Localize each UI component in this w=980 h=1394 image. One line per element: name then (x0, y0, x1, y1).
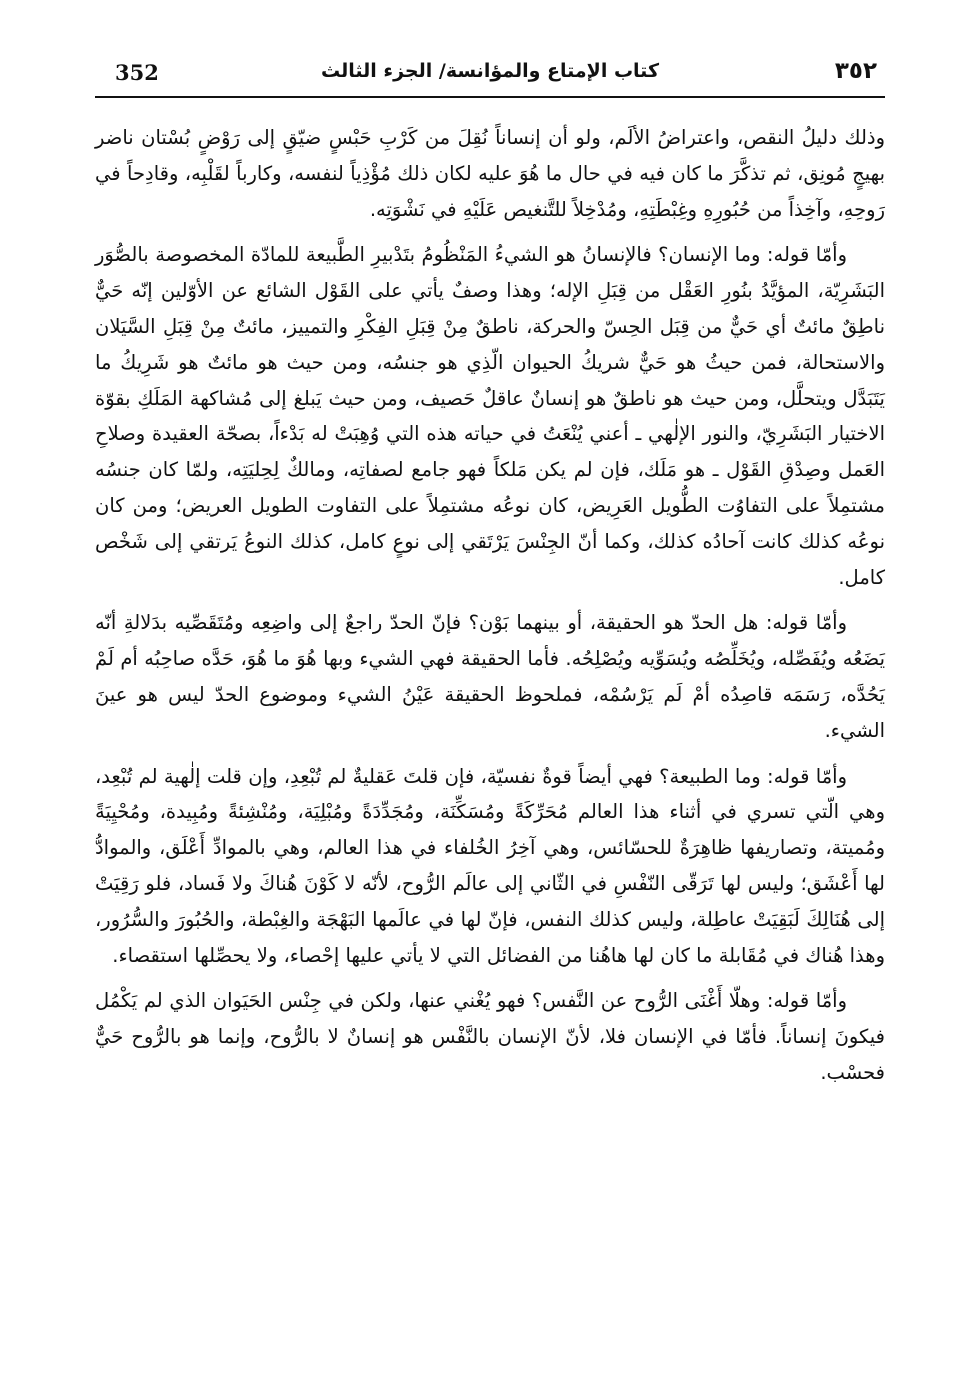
paragraph: وأمّا قوله: وما الطبيعة؟ فهي أيضاً قوةٌ نفسيّة، فإن قلتَ عَقليةٌ لم تُبْعِدِ، وإن قلت إلٰهية لم تُبْعِد، وهي الّتي تسري في أثناء هذا العالم مُحَرِّكَةً ومُسَكِّنَة، ومُجَدِّدَةً ومُبْلِيَة، ومُنْشِئةً ومُبِيدة، ومُحْيِيَةً ومُميتة، وتصاريفها ظاهِرَةٌ للحسّائس، وهي آخِرُ الخُلفاء في هذا العالم، وهي بالموادِّ أَعْلَق، والموادُّ لها أَعْشَق؛ وليس لها تَرَقّى النّفْسِ في الثّاني إلى عالَم الرُّوح، لأنّه لا كَوْنَ هُناكَ ولا فَساد، فلو رَقِيَتْ إلى هُنَالِكَ لَبَقِيَتْ عاطِلة، وليس كذلك النفس، فإنّ لها في عالَمها البَهْجَة والغِبْطة، والحُبُورَ والسُّرُور، وهذا هُناك في مُقَابلة ما كان لها هاهُنا من الفضائل التي لا يأتي عليها إحْصاء، ولا يحصِّلها استقصاء. (95, 764, 885, 967)
paragraph: وذلك دليلُ النقص، واعتراضُ الألَم، ولو أن إنساناً نُقِلَ من كَرْبِ حَبْسٍ ضيّقٍ إلى رَوْضٍ بُسْتان ناضر بهيجٍ مُونِق، ثم تذكَّرَ ما كان فيه في حال ما هُوَ عليه لكان ذلك مُؤْذِياً لنفسه، وكارباً لقَلْبِه، وقادِحاً في رَوحِهِ، وآخِذاً من حُبُورِهِ وغِبْطَتِهِ، ومُدْخِلاً للتَّنغيص عَلَيْهِ في نَشْوَتِه. (95, 126, 885, 221)
running-title: كتاب الإمتاع والمؤانسة/ الجزء الثالث (321, 60, 659, 82)
header-rule (95, 96, 885, 98)
page-number-latin: 352 (115, 60, 159, 85)
paragraph: وأمّا قوله: هل الحدّ هو الحقيقة، أو بينهما بَوْن؟ فإنّ الحدّ راجعٌ إلى واضِعِه ومُتَقَصِّيه بدَلالةِ أنّه يَضَعُه ويُفَصِّله، ويُخَلِّصُه ويُسَوِّيه ويُصْلِحُه. فأما الحقيقة فهي الشيء وبها هُوَ ما هُوَ، حَدَّه صاحِبُه أم لَمْ يَحُدَّه، رَسَمَه قاصِدُه أمْ لَم يَرْسُمْه، فملحوظ الحقيقة عَيْنُ الشيء وموضوع الحدّ ليس هو عينَ الشيء. (95, 611, 885, 742)
page-header (95, 54, 885, 100)
paragraph: وأمّا قوله: وما الإنسان؟ فالإنسانُ هو الشيءُ المَنْظُومُ بتَدْبيرِ الطَّبيعة للمادّة المخصوصة بالصُّوَر البَشَرِيّة، المؤيَّدُ بنُورِ العَقْل من قِبَلِ الإله؛ وهذا وصفٌ يأتي على القَوْل الشائع عن الأوّلين إنّه حَيٌّ ناطِقٌ مائتٌ أي حَيٌّ من قِبَل الحِسّ والحركة، ناطقٌ مِنْ قِبَلِ الفِكْرِ والتمييز، مائتٌ مِنْ قِبَلِ السَّيَلان والاستحالة، فمن حيثُ هو حَيٌّ شريكُ الحيوان الّذِي هو جنسُه، ومن حيث هو مائتٌ هو شَرِيكُ ما يَتَبَدَّل ويتحلَّل، ومن حيث هو ناطقٌ هو إنسانٌ عاقلٌ حَصيف، ومن حيث يَبلغ إلى مُشاكهة المَلَكِ بقوّة الاختيار البَشَرِيّ، والنور الإلٰهي ـ أعني يُنْعَتُ في حياته هذه التي وُهِبَتْ له بَدْءاً، بصحّة العقيدة وصلاحِ العَمل وصِدْقِ القَوْل ـ هو مَلَك، فإن لم يكن مَلكاً فهو جامع لصفاتِه، ومالكٌ لِحِليَتِه، ولمّا كان جنسُه مشتمِلاً على التفاوُت الطُّويل العَرِيض، كان نوعُه مشتمِلاً على التفاوت الطويل العريض؛ ومن كان نوعُه كذلك كانت آحادُه كذلك، وكما أنّ الجِنْسَ يَرْتَقي إلى نوعٍ كامل، كذلك النوعُ يَرتقي إلى شَخْص كامل. (95, 243, 885, 589)
page-body (95, 120, 885, 1101)
paragraph: وأمّا قوله: وهلّا أَغْنَى الرُّوح عن النَّفس؟ فهو يُغْني عنها، ولكن في جِنْس الحَيَوان الذي لم يَكْمُل فيكونَ إنساناً. فأمّا في الإنسان فلا، لأنّ الإنسان بالنَّفْس هو إنسانٌ لا بالرُّوح، وإنما هو بالرُّوح حَيٌّ فحسْب. (95, 989, 885, 1084)
page-number-arabic: ٣٥٢ (834, 58, 877, 84)
